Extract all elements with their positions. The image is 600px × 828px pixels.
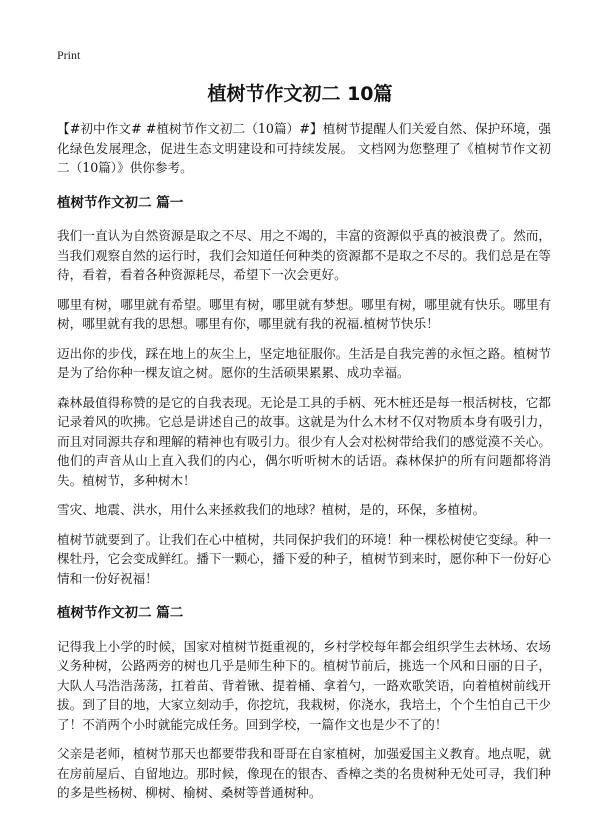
paragraph: 我们一直认为自然资源是取之不尽、用之不竭的，丰富的资源似乎真的被浪费了。然而，当我们观察自然的运行时，我们会知道任何种类的资源都不是取之不尽的。我们总是在等待，看着，看着各种资源耗尽，希望下一次会更好。 [57, 228, 551, 282]
paragraph: 迈出你的步伐，踩在地上的灰尘上，坚定地征服你。生活是自我完善的永恒之路。植树节是为了给你种一棵友谊之树。愿你的生活硕果累累、成功幸福。 [57, 345, 551, 380]
paragraph: 植树节就要到了。让我们在心中植树，共同保护我们的环境！种一棵松树使它变绿。种一棵牡丹，它会变成鲜红。播下一颗心，播下爱的种子，植树节到来时，愿你种下一份好心情和一份好祝福！ [57, 531, 551, 586]
article-title: 植树节作文初二 10篇 [207, 83, 393, 105]
paragraph: 哪里有树，哪里就有希望。哪里有树，哪里就有梦想。哪里有树，哪里就有快乐。哪里有树，哪里就有我的思想。哪里有你，哪里就有我的祝福.植树节快乐！ [57, 296, 551, 331]
paragraph: 父亲是老师，植树节那天也都要带我和哥哥在自家植树，加强爱国主义教育。地点呢，就在房前屋后、自留地边。那时候，像现在的银杏、香樟之类的名贵树种无处可寻，我们种的多是些杨树、柳树、榆树、桑树等普通树种。 [57, 746, 551, 800]
section-heading: 植树节作文初二 篇二 [57, 605, 184, 621]
print-link[interactable]: Print [57, 48, 81, 62]
article-intro: 【#初中作文# #植树节作文初二（10篇）#】植树节提醒人们关爱自然、保护环境，强化绿色发展理念，促进生态文明建设和可持续发展。 文档网为您整理了《植树节作文初二（10篇）》供你参考。 [57, 121, 551, 175]
paragraph: 记得我上小学的时候，国家对植树节挺重视的，乡村学校每年都会组织学生去林场、农场义务种树，公路两旁的树也几乎是师生种下的。植树节前后，挑选一个风和日丽的日子，大队人马浩浩荡荡，扛着苗、背着锹、提着桶、拿着勺，一路欢歌笑语，向着植树前线开拔。到了目的地，大家立刻动手，你挖坑，我栽树，你浇水，我培土，个个生怕自己干少了！不消两个小时就能完成任务。回到学校，一篇作文也是少不了的！ [57, 638, 551, 732]
article-body [57, 119, 551, 813]
paragraph: 森林最值得称赞的是它的自我表现。无论是工具的手柄、死木桩还是每一根活树枝，它都记录着风的吹拂。它总是讲述自己的故事。这就是为什么木材不仅对物质本身有吸引力，而且对同源共存和理解的精神也有吸引力。很少有人会对松树带给我们的感觉漠不关心。他们的声音从山上直入我们的内心，偶尔听听树木的话语。森林保护的所有问题都将消失。植树节，多种树木！ [57, 394, 551, 488]
paragraph: 雪灾、地震、洪水，用什么来拯救我们的地球？植树，是的，环保，多植树。 [57, 502, 486, 517]
section-heading: 植树节作文初二 篇一 [57, 194, 184, 211]
